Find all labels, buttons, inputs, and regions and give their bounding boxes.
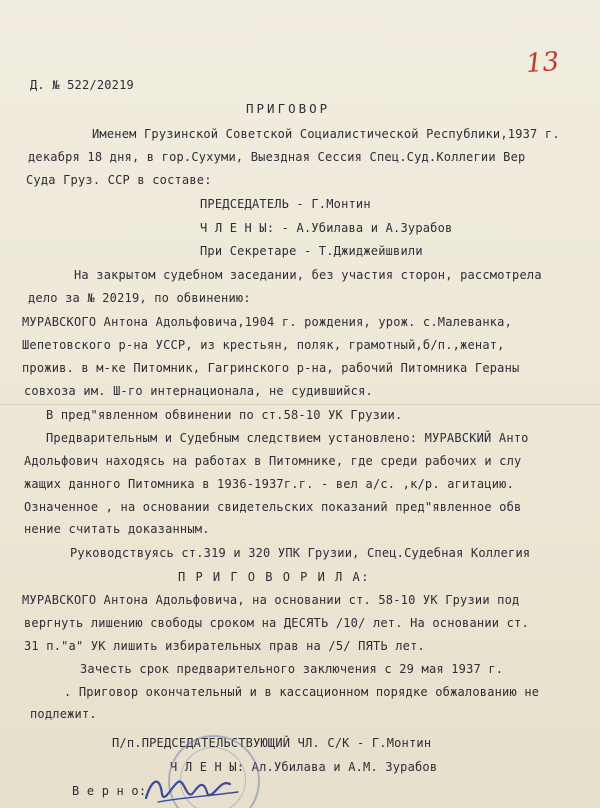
signed-members-line: Ч Л Е Н Ы: Ал.Убилава и А.М. Зурабов <box>170 760 438 774</box>
document-title: ПРИГОВОР <box>246 101 331 116</box>
chairman-line: ПРЕДСЕДАТЕЛЬ - Г.Монтин <box>200 197 371 211</box>
sentenced-header: П Р И Г О В О Р И Л А: <box>178 570 370 584</box>
credit-line: Зачесть срок предварительного заключения с 29 мая 1937 г. <box>80 662 504 676</box>
case-number: Д. № 522/20219 <box>30 78 134 92</box>
accused-line-3: прожив. в м-ке Питомник, Гагринского р-на, рабочий Питомника Гераны <box>22 361 520 375</box>
hearing-line-2: дело за № 20219, по обвинению: <box>28 291 251 305</box>
members-line: Ч Л Е Н Ы: - А.Убилава и А.Зурабов <box>200 221 453 235</box>
verdict-line-3: 31 п."а" УК лишить избирательных прав на /5/ ПЯТЬ лет. <box>24 639 425 653</box>
accused-line-4: совхоза им. Ш-го интернационала, не судившийся. <box>24 384 373 398</box>
charge-line: В пред"явленном обвинении по ст.58-10 УК Грузии. <box>46 408 403 422</box>
final-line-2: подлежит. <box>30 707 97 721</box>
secretary-line: При Секретаре - Т.Джиджейшвили <box>200 244 423 258</box>
handwritten-signature <box>138 768 248 808</box>
guided-line: Руководствуясь ст.319 и 320 УПК Грузии, Спец.Судебная Коллегия <box>70 546 531 560</box>
hearing-line-1: На закрытом судебном заседании, без участия сторон, рассмотрела <box>74 268 542 282</box>
intro-line-2: декабря 18 дня, в гор.Сухуми, Выездная Сессия Спец.Суд.Коллегии Вер <box>28 150 526 164</box>
intro-line-3: Суда Груз. ССР в составе: <box>26 173 212 187</box>
findings-line-1: Предварительным и Судебным следствием установлено: МУРАВСКИЙ Анто <box>46 431 529 445</box>
page-number: 13 <box>524 46 561 80</box>
certified-label: В е р н о: <box>72 784 147 798</box>
paper-fold <box>0 404 600 405</box>
findings-line-3: жащих данного Питомника в 1936-1937г.г. - вел а/с. ,к/р. агитацию. <box>24 477 515 491</box>
findings-line-4: Означенное , на основании свидетельских показаний пред"явленное обв <box>24 500 522 514</box>
verdict-line-1: МУРАВСКОГО Антона Адольфовича, на основании ст. 58-10 УК Грузии под <box>22 593 520 607</box>
verdict-line-2: вергнуть лишению свободы сроком на ДЕСЯТЬ /10/ лет. На основании ст. <box>24 616 529 630</box>
findings-line-5: нение считать доказанным. <box>24 522 210 536</box>
accused-line-1: МУРАВСКОГО Антона Адольфовича,1904 г. рождения, урож. с.Малеванка, <box>22 315 513 329</box>
intro-line-1: Именем Грузинской Советской Социалистической Республики,1937 г. <box>92 127 560 141</box>
signed-chairman-line: П/п.ПРЕДСЕДАТЕЛЬСТВУЮЩИЙ ЧЛ. С/К - Г.Монтин <box>112 736 432 750</box>
final-line-1: . Приговор окончательный и в кассационном порядке обжалованию не <box>64 685 540 699</box>
accused-line-2: Шепетовского р-на УССР, из крестьян, поляк, грамотный,б/п.,женат, <box>22 338 505 352</box>
findings-line-2: Адольфович находясь на работах в Питомнике, где среди рабочих и слу <box>24 454 522 468</box>
